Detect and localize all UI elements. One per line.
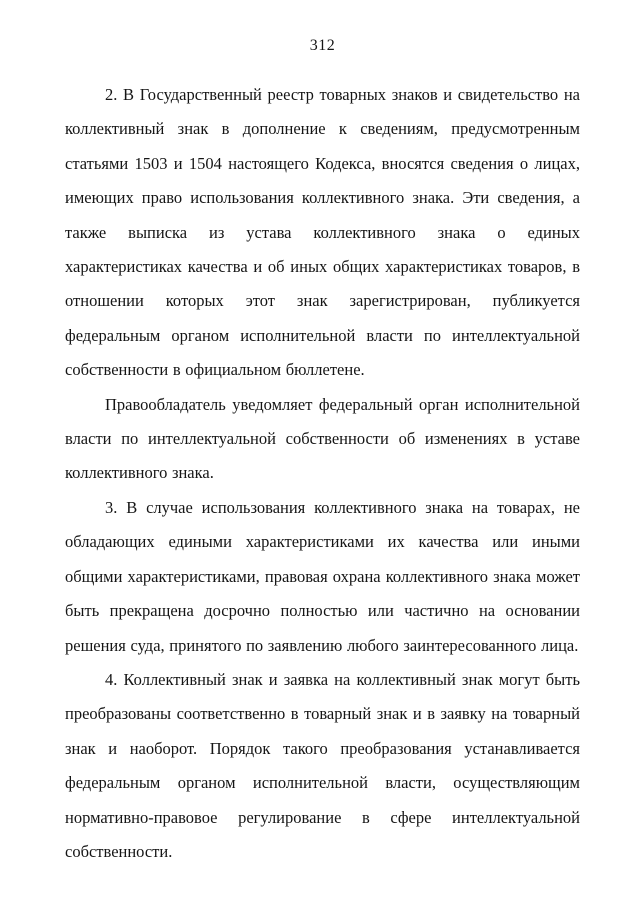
paragraph-clause-3: 3. В случае использования коллективного знака на товарах, не обладающих едиными характеристиками их качества или иными общими характеристиками, правовая охрана коллективного знака может быть прекращена досрочно полностью или частично на основании решения суда, принятого по заявлению любого заинтересованного лица. bbox=[65, 497, 580, 655]
paragraph-clause-4: 4. Коллективный знак и заявка на коллективный знак могут быть преобразованы соответственно в товарный знак и в заявку на товарный знак и наоборот. Порядок такого преобразования устанавливается федеральным органом исполнительной власти, осуществляющим нормативно-правовое регулирование в сфере интеллектуальной собственности. bbox=[65, 669, 580, 861]
document-body bbox=[65, 78, 580, 869]
page-number: 312 bbox=[309, 37, 336, 54]
paragraph-rightsholder-notice: Правообладатель уведомляет федеральный орган исполнительной власти по интеллектуальной собственности об изменениях в уставе коллективного знака. bbox=[65, 394, 580, 483]
paragraph-clause-2: 2. В Государственный реестр товарных знаков и свидетельство на коллективный знак в дополнение к сведениям, предусмотренным статьями 1503 и 1504 настоящего Кодекса, вносятся сведения о лицах, имеющих право использования коллективного знака. Эти сведения, а также выписка из устава коллективного знака о единых характеристиках качества и об иных общих характеристиках товаров, в отношении которых этот знак зарегистрирован, публикуется федеральным органом исполнительной власти по интеллектуальной собственности в официальном бюллетене. bbox=[65, 85, 580, 380]
